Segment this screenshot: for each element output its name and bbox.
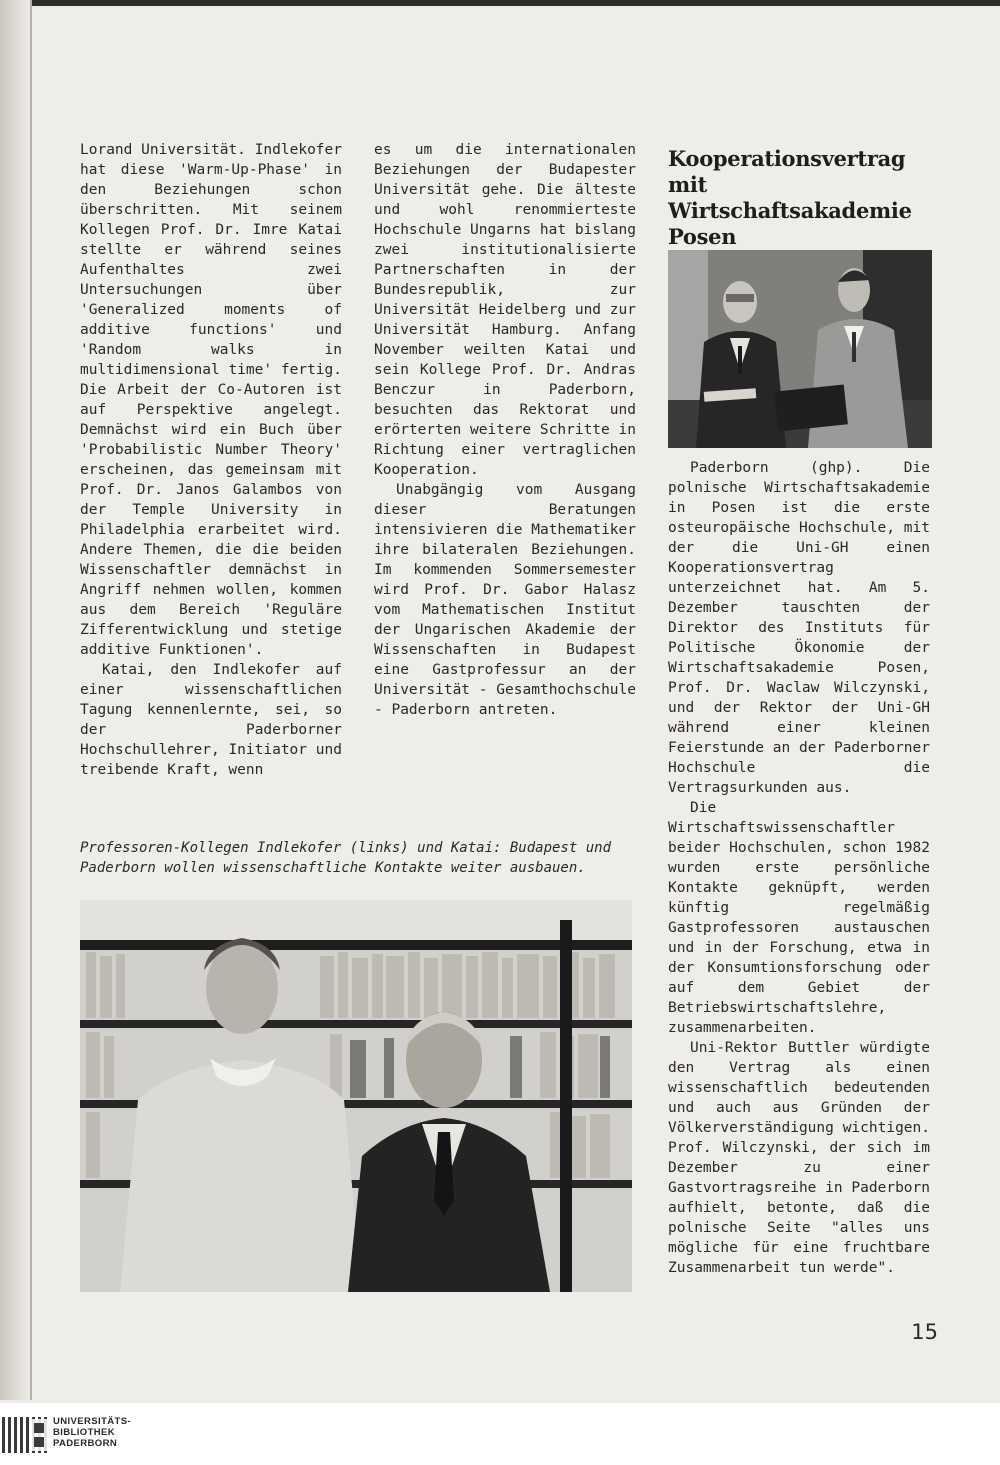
library-logo-icon: [0, 1417, 48, 1453]
photo-caption: Professoren-Kollegen Indlekofer (links) und Katai: Budapest und Paderborn wollen wissenschaftliche Kontakte weiter ausbauen.: [80, 840, 612, 876]
article-column-1: [80, 140, 342, 780]
library-name-line: BIBLIOTHEK: [53, 1427, 116, 1438]
sidebar-paragraph: Uni-Rektor Buttler würdigte den Vertrag als einen wissenschaftlich bedeutenden und auch aus Gründen der Völkerverständigung wichtigen. Prof. Wilczynski, der sich im Dezember zu einer Gastvortragsreihe in Paderborn aufhielt, betonte, daß die polnische Seite "alles uns mögliche für eine fruchtbare Zusammenarbeit tun werde".: [668, 1040, 930, 1276]
library-name-line: PADERBORN: [53, 1438, 118, 1449]
sidebar-paragraph: Die Wirtschaftswissenschaftler beider Hochschulen, schon 1982 wurden erste persönliche Kontakte geknüpft, werden künftig regelmäßig Gastprofessoren austauschen und in der Forschung, etwa in der Konsumtionsforschung oder auf dem Gebiet der Betriebswirtschaftslehre, zusammenarbeiten.: [668, 800, 930, 1036]
binding-shadow: [0, 0, 32, 1400]
photo-professors-image: [80, 900, 632, 1292]
article-paragraph: Katai, den Indlekofer auf einer wissenschaftlichen Tagung kennenlernte, sei, so der Paderborner Hochschullehrer, Initiator und treibende Kraft, wenn: [80, 662, 342, 778]
sidebar-headline: Kooperationsvertrag mit Wirtschaftsakademie Posen: [668, 146, 912, 249]
sidebar-paragraph: Paderborn (ghp). Die polnische Wirtschaftsakademie in Posen ist die erste osteuropäische Hochschule, mit der die Uni-GH einen Kooperationsvertrag unterzeichnet hat. Am 5. Dezember tauschten der Direktor des Instituts für Politische Ökonomie der Wirtschaftsakademie Posen, Prof. Dr. Waclaw Wilczynski, und der Rektor der Uni-GH während einer kleinen Feierstunde an der Paderborner Hochschule die Vertragsurkunden aus.: [668, 460, 930, 796]
photo-contract-signing: [668, 250, 932, 448]
sidebar-text-column: [668, 458, 930, 1278]
library-name: [53, 1416, 131, 1449]
library-footer: [0, 1403, 1000, 1465]
article-paragraph: es um die internationalen Beziehungen der Budapester Universität gehe. Die älteste und wohl renommierteste Hochschule Ungarns hat bislang zwei institutionalisierte Partnerschaften in der Bundesrepublik, zur Universität Heidelberg und zur Universität Hamburg. Anfang November weilten Katai und sein Kollege Prof. Dr. Andras Benczur in Paderborn, besuchten das Rektorat und erörterten weitere Schritte in Richtung einer vertraglichen Kooperation.: [374, 142, 636, 478]
article-column-2: [374, 140, 636, 720]
article-paragraph: Lorand Universität. Indlekofer hat diese 'Warm-Up-Phase' in den Beziehungen schon überschritten. Mit seinem Kollegen Prof. Dr. Imre Katai stellte er während seines Aufenthaltes zwei Untersuchungen über 'Generalized moments of additive functions' und 'Random walks in multidimensional time' fertig. Die Arbeit der Co-Autoren ist auf Perspektive angelegt. Demnächst wird ein Buch über 'Probabilistic Number Theory' erscheinen, das gemeinsam mit Prof. Dr. Janos Galambos von der Temple University in Philadelphia erarbeitet wird. Andere Themen, die die beiden Wissenschaftler demnächst in Angriff nehmen wollen, kommen aus dem Bereich 'Reguläre Zifferentwicklung und stetige additive Funktionen'.: [80, 142, 342, 658]
scan-top-edge: [0, 0, 1000, 6]
binding-edge: [30, 0, 32, 1400]
page-number: 15: [911, 1320, 938, 1344]
photo-professors: [80, 900, 632, 1292]
article-paragraph: Unabgängig vom Ausgang dieser Beratungen intensivieren die Mathematiker ihre bilateralen Beziehungen. Im kommenden Sommersemester wird Prof. Dr. Gabor Halasz vom Mathematischen Institut der Ungarischen Akademie der Wissenschaften in Budapest eine Gastprofessur an der Universität - Gesamthochschule - Paderborn antreten.: [374, 482, 636, 718]
photo-contract-signing-image: [668, 250, 932, 448]
library-name-line: UNIVERSITÄTS-: [53, 1416, 132, 1427]
